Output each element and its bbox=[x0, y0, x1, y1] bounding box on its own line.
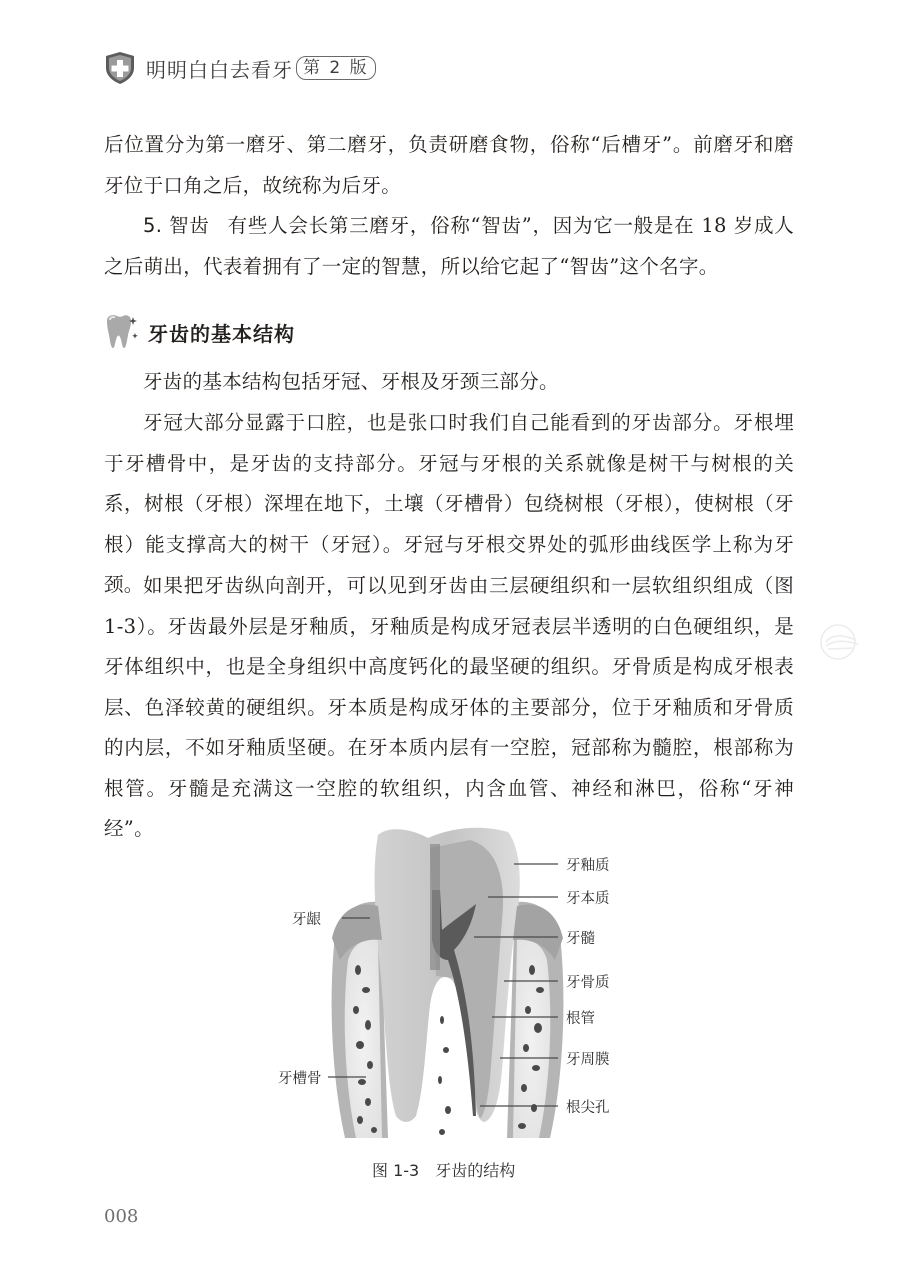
running-header bbox=[104, 50, 376, 86]
section-heading bbox=[104, 312, 295, 352]
wisdom-tooth-text: 有些人会长第三磨牙，俗称“智齿”，因为它一般是在 18 岁成人之后萌出，代表着拥有了一定的智慧，所以给它起了“智齿”这个名字。 bbox=[104, 214, 794, 278]
paragraph-wisdom-tooth bbox=[104, 206, 794, 287]
label-alveolar-bone: 牙槽骨 bbox=[278, 1071, 322, 1087]
tooth-sparkle-icon bbox=[104, 313, 138, 351]
label-pulp: 牙髓 bbox=[566, 931, 595, 947]
book-title: 明明白白去看牙 bbox=[146, 57, 293, 82]
section-title: 牙齿的基本结构 bbox=[148, 321, 295, 346]
wisdom-tooth-heading: 5. 智齿 bbox=[143, 214, 210, 237]
paragraph-tooth-layers: 如果把牙齿纵向剖开，可以见到牙齿由三层硬组织和一层软组织组成（图 1-3）。牙齿最外层是牙釉质，牙釉质是构成牙冠表层半透明的白色硬组织，是牙体组织中，也是全身组织中高度钙化的最坚硬的组织。牙骨质是构成牙根表层、色泽较黄的硬组织。牙本质是构成牙体的主要部分，位于牙釉质和牙骨质的内层，不如牙釉质坚硬。在牙本质内层有一空腔，冠部称为髓腔，根部称为根管。牙髓是充满这一空腔的软组织，内含血管、神经和淋巴，俗称“牙神经”。 bbox=[104, 574, 794, 840]
paragraph-crown-root: 牙冠大部分显露于口腔，也是张口时我们自己能看到的牙齿部分。牙根埋于牙槽骨中，是牙齿的支持部分。牙冠与牙根的关系就像是树干与树根的关系，树根（牙根）深埋在地下，土壤（牙槽骨）包绕树根（牙根），使树根（牙根）能支撑高大的树干（牙冠）。牙冠与牙根交界处的弧形曲线医学上称为牙颈。 bbox=[104, 411, 794, 596]
label-apical-foramen: 根尖孔 bbox=[566, 1100, 610, 1116]
figure-title: 牙齿的结构 bbox=[435, 1161, 516, 1180]
edition-badge: 第 2 版 bbox=[296, 56, 376, 80]
label-gingiva: 牙龈 bbox=[292, 912, 321, 928]
tooth-structure-figure bbox=[270, 820, 650, 1142]
page-number: 008 bbox=[104, 1206, 139, 1227]
publisher-logo-icon bbox=[818, 620, 862, 664]
paragraph-molars: 后位置分为第一磨牙、第二磨牙，负责研磨食物，俗称“后槽牙”。前磨牙和磨牙位于口角之后，故统称为后牙。 bbox=[104, 133, 794, 197]
label-cementum: 牙骨质 bbox=[566, 975, 610, 991]
figure-number: 图 1-3 bbox=[372, 1161, 420, 1180]
label-enamel: 牙釉质 bbox=[566, 858, 610, 874]
label-dentin: 牙本质 bbox=[566, 891, 610, 907]
paragraph-basic-structure: 牙齿的基本结构包括牙冠、牙根及牙颈三部分。 bbox=[143, 370, 559, 393]
label-periodontal-membrane: 牙周膜 bbox=[566, 1052, 610, 1068]
figure-caption bbox=[372, 1158, 515, 1181]
shield-cross-icon bbox=[104, 51, 136, 85]
label-root-canal: 根管 bbox=[566, 1011, 595, 1027]
